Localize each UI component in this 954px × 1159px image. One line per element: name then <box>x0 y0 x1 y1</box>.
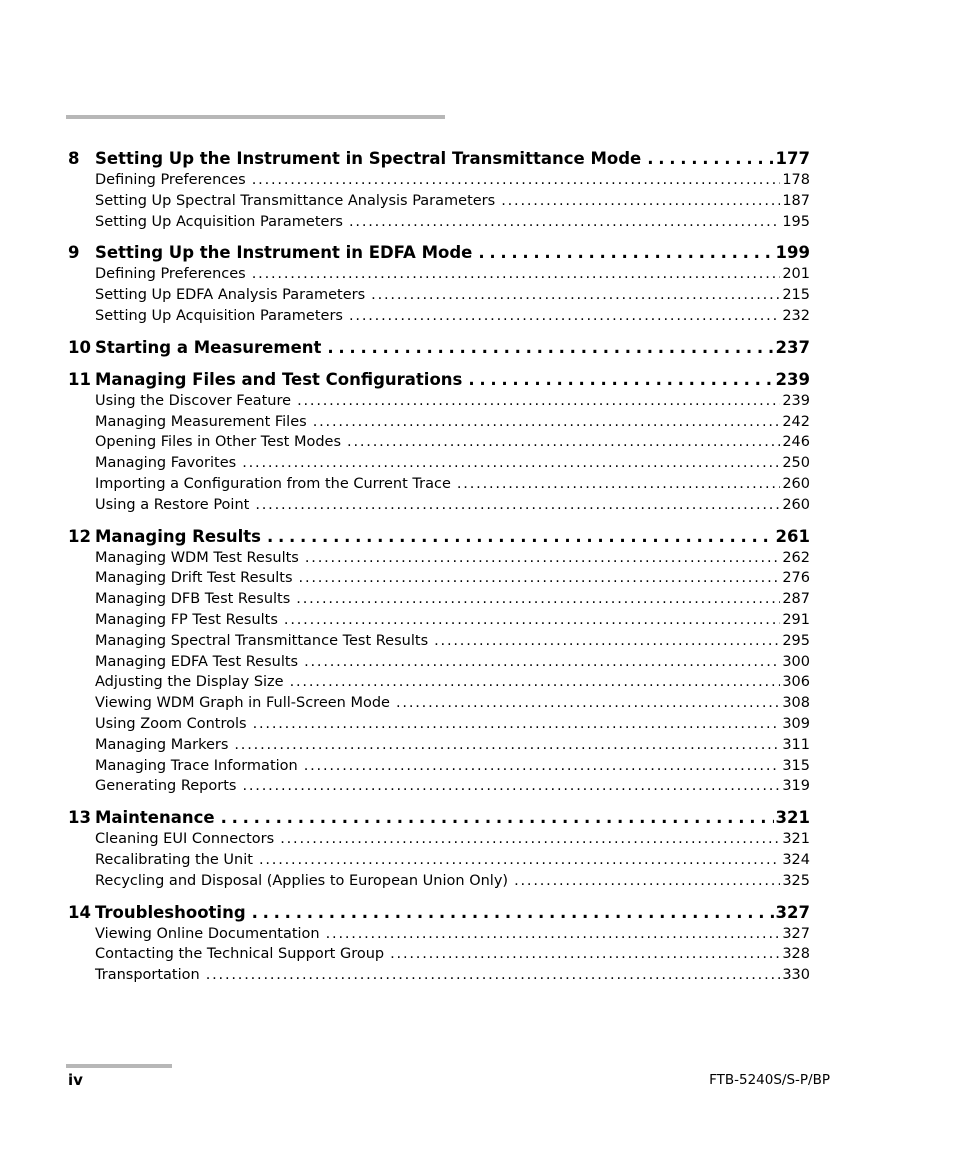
toc-section-entry[interactable] <box>68 610 810 631</box>
section-title: Setting Up Acquisition Parameters <box>95 307 343 324</box>
dot-leader <box>349 306 780 327</box>
dot-leader <box>501 191 780 212</box>
section-page-number: 260 <box>782 475 810 492</box>
section-page-number: 309 <box>782 715 810 732</box>
dot-leader <box>206 965 781 986</box>
section-page-number: 250 <box>782 455 810 472</box>
toc-section-entry[interactable] <box>68 714 810 735</box>
section-page-number: 327 <box>782 925 810 942</box>
toc-section-entry[interactable] <box>68 589 810 610</box>
footer-rule <box>66 1064 172 1068</box>
toc-chapter-entry[interactable] <box>68 242 810 264</box>
dot-leader <box>296 589 780 610</box>
top-rule <box>66 115 445 119</box>
section-title: Defining Preferences <box>95 172 246 188</box>
section-title: Managing FP Test Results <box>95 611 278 628</box>
section-title: Contacting the Technical Support Group <box>95 946 385 963</box>
section-page-number: 287 <box>782 591 810 608</box>
toc-section-entry[interactable] <box>68 652 810 673</box>
chapter-page-number: 327 <box>775 902 810 922</box>
toc-section-entry[interactable] <box>68 306 810 327</box>
section-page-number: 300 <box>782 653 810 670</box>
section-title: Using the Discover Feature <box>95 392 292 409</box>
dot-leader <box>313 412 781 433</box>
section-page-number: 239 <box>782 392 810 409</box>
chapter-page-number: 237 <box>775 337 810 357</box>
section-title: Setting Up Acquisition Parameters <box>95 213 343 230</box>
section-title: Managing EDFA Test Results <box>95 653 299 670</box>
section-page-number: 187 <box>782 192 810 209</box>
section-page-number: 321 <box>782 831 810 848</box>
toc-section-entry[interactable] <box>68 568 810 589</box>
chapter-number: 8 <box>68 149 80 168</box>
section-page-number: 325 <box>782 872 810 889</box>
toc-section-entry[interactable] <box>68 170 810 191</box>
section-title: Managing DFB Test Results <box>95 591 291 608</box>
toc-chapter-entry[interactable] <box>68 526 810 548</box>
section-title: Setting Up Spectral Transmittance Analysis Parameters <box>95 192 496 209</box>
section-page-number: 328 <box>782 946 810 963</box>
chapter-title: Setting Up the Instrument in Spectral Transmittance Mode <box>95 149 642 168</box>
chapter-page-number: 177 <box>775 149 810 168</box>
section-title: Cleaning EUI Connectors <box>95 831 275 848</box>
section-title: Defining Preferences <box>95 266 246 283</box>
dot-leader <box>252 902 774 924</box>
section-title: Viewing Online Documentation <box>95 925 320 942</box>
chapter-number: 14 <box>68 902 91 922</box>
section-title: Adjusting the Display Size <box>95 674 284 691</box>
chapter-number: 12 <box>68 526 91 546</box>
chapter-page-number: 199 <box>775 243 810 263</box>
chapter-page-number: 261 <box>775 526 810 546</box>
section-page-number: 330 <box>782 967 810 984</box>
section-title: Importing a Configuration from the Current Trace <box>95 475 451 492</box>
toc-chapter-entry[interactable] <box>68 337 810 359</box>
dot-leader <box>280 829 780 850</box>
dot-leader <box>284 610 780 631</box>
chapter-page-number: 321 <box>775 808 810 828</box>
chapter-number: 9 <box>68 243 80 263</box>
section-title: Setting Up EDFA Analysis Parameters <box>95 287 366 304</box>
dot-leader <box>390 944 780 965</box>
toc-section-entry[interactable] <box>68 944 810 965</box>
chapter-title: Setting Up the Instrument in EDFA Mode <box>95 243 473 263</box>
chapter-title: Troubleshooting <box>94 902 246 922</box>
dot-leader <box>253 714 781 735</box>
section-title: Managing Drift Test Results <box>95 570 293 587</box>
section-page-number: 324 <box>782 851 810 868</box>
toc-section-entry[interactable] <box>68 829 810 850</box>
dot-leader <box>259 850 780 871</box>
dot-leader <box>457 474 780 495</box>
section-page-number: 178 <box>782 172 810 188</box>
chapter-title: Managing Results <box>94 526 261 546</box>
dot-leader <box>434 631 780 652</box>
chapter-title: Starting a Measurement <box>94 337 322 357</box>
chapter-number: 13 <box>68 808 91 828</box>
dot-leader <box>252 170 781 191</box>
section-page-number: 295 <box>782 632 810 649</box>
toc-section-entry[interactable] <box>68 776 810 797</box>
toc-chapter-entry[interactable] <box>68 369 810 391</box>
chapter-page-number: 239 <box>775 369 810 389</box>
dot-leader <box>327 337 773 359</box>
dot-leader <box>255 495 780 516</box>
toc-chapter <box>68 902 810 986</box>
section-title: Managing Measurement Files <box>95 413 307 430</box>
section-page-number: 291 <box>782 611 810 628</box>
toc-section-entry[interactable] <box>68 672 810 693</box>
dot-leader <box>299 568 781 589</box>
toc-section-entry[interactable] <box>68 631 810 652</box>
toc-section-entry[interactable] <box>68 735 810 756</box>
section-title: Generating Reports <box>95 778 237 795</box>
dot-leader <box>304 652 780 673</box>
section-page-number: 315 <box>782 757 810 774</box>
toc-section-entry[interactable] <box>68 693 810 714</box>
section-page-number: 260 <box>782 496 810 513</box>
section-title: Using Zoom Controls <box>95 715 247 732</box>
section-title: Opening Files in Other Test Modes <box>95 434 342 451</box>
section-page-number: 306 <box>782 674 810 691</box>
dot-leader <box>304 756 781 777</box>
dot-leader <box>347 432 780 453</box>
dot-leader <box>252 264 781 285</box>
section-page-number: 195 <box>782 213 810 230</box>
dot-leader <box>290 672 781 693</box>
section-title: Viewing WDM Graph in Full-Screen Mode <box>95 695 390 712</box>
toc-section-entry[interactable] <box>68 924 810 945</box>
section-title: Managing Favorites <box>95 455 237 472</box>
dot-leader <box>267 526 774 548</box>
toc-chapter <box>68 369 810 516</box>
toc-section-entry[interactable] <box>68 965 810 986</box>
dot-leader <box>242 453 780 474</box>
chapter-number: 11 <box>68 369 91 389</box>
toc-chapter <box>68 148 810 232</box>
dot-leader <box>234 735 780 756</box>
dot-leader <box>297 391 780 412</box>
section-page-number: 246 <box>782 434 810 451</box>
toc-section-entry[interactable] <box>68 432 810 453</box>
section-page-number: 215 <box>782 287 810 304</box>
footer-product-name: FTB-5240S/S-P/BP <box>709 1072 830 1088</box>
table-of-contents <box>68 148 810 986</box>
dot-leader <box>242 776 780 797</box>
dot-leader <box>221 807 774 829</box>
toc-section-entry[interactable] <box>68 495 810 516</box>
chapter-title: Maintenance <box>94 808 215 828</box>
section-title: Managing WDM Test Results <box>95 549 299 566</box>
dot-leader <box>468 369 773 391</box>
toc-section-entry[interactable] <box>68 391 810 412</box>
toc-chapter <box>68 337 810 359</box>
toc-chapter-entry[interactable] <box>68 807 810 829</box>
section-title: Transportation <box>95 967 200 984</box>
section-title: Managing Spectral Transmittance Test Results <box>95 632 429 649</box>
toc-section-entry[interactable] <box>68 191 810 212</box>
toc-chapter <box>68 242 810 326</box>
toc-section-entry[interactable] <box>68 285 810 306</box>
section-page-number: 319 <box>782 778 810 795</box>
section-page-number: 276 <box>782 570 810 587</box>
toc-section-entry[interactable] <box>68 453 810 474</box>
section-title: Recalibrating the Unit <box>95 851 253 868</box>
toc-chapter-entry[interactable] <box>68 902 810 924</box>
chapter-number: 10 <box>68 337 91 357</box>
dot-leader <box>349 212 780 233</box>
dot-leader <box>514 871 780 892</box>
section-page-number: 242 <box>782 413 810 430</box>
toc-section-entry[interactable] <box>68 264 810 285</box>
dot-leader <box>396 693 780 714</box>
chapter-title: Managing Files and Test Configurations <box>94 369 463 389</box>
toc-section-entry[interactable] <box>68 548 810 569</box>
toc-section-entry[interactable] <box>68 412 810 433</box>
dot-leader <box>305 548 780 569</box>
section-title: Using a Restore Point <box>95 496 250 513</box>
toc-chapter-entry[interactable] <box>68 148 810 170</box>
section-page-number: 308 <box>782 695 810 712</box>
section-page-number: 201 <box>782 266 810 283</box>
toc-section-entry[interactable] <box>68 871 810 892</box>
dot-leader <box>326 924 781 945</box>
section-page-number: 232 <box>782 307 810 324</box>
section-page-number: 262 <box>782 549 810 566</box>
section-title: Managing Trace Information <box>95 757 298 774</box>
dot-leader <box>647 148 773 170</box>
toc-section-entry[interactable] <box>68 756 810 777</box>
toc-section-entry[interactable] <box>68 212 810 233</box>
toc-chapter <box>68 807 810 891</box>
dot-leader <box>478 242 773 264</box>
section-title: Recycling and Disposal (Applies to European Union Only) <box>95 872 509 889</box>
toc-section-entry[interactable] <box>68 474 810 495</box>
section-title: Managing Markers <box>95 736 229 753</box>
toc-section-entry[interactable] <box>68 850 810 871</box>
footer-page-number: iv <box>68 1071 83 1089</box>
toc-chapter <box>68 526 810 798</box>
dot-leader <box>371 285 780 306</box>
section-page-number: 311 <box>782 736 810 753</box>
